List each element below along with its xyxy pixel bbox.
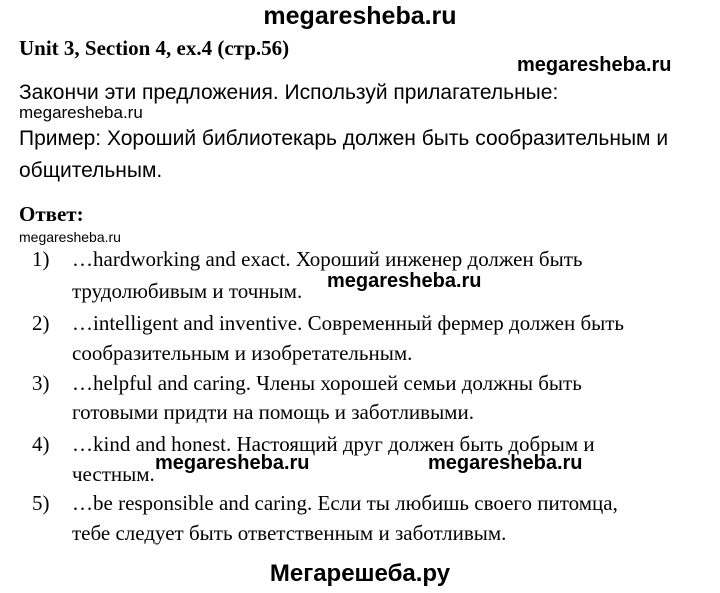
item-number: 1)	[32, 247, 50, 271]
item-text: …hardworking and exact. Хороший инженер должен быть	[72, 247, 583, 271]
watermark-top: megaresheba.ru	[263, 2, 457, 30]
answer-item-continuation: готовыми придти на помощь и заботливыми.	[72, 400, 474, 424]
item-number: 2)	[32, 311, 50, 335]
item-text: …intelligent and inventive. Современный фермер должен быть	[72, 311, 624, 335]
item-number: 3)	[32, 371, 50, 395]
answer-item-continuation: сообразительным и изобретательным.	[72, 341, 413, 365]
watermark-mid: megaresheba.ru	[155, 452, 310, 474]
watermark-small: megaresheba.ru	[19, 229, 121, 245]
answer-item-continuation: честным.	[72, 462, 155, 486]
watermark-mid: megaresheba.ru	[327, 270, 482, 292]
example-line-1: Пример: Хороший библиотекарь должен быть сообразительным и	[19, 127, 669, 150]
item-number: 4)	[32, 432, 50, 456]
example-line-2: общительным.	[19, 159, 163, 182]
watermark-right: megaresheba.ru	[517, 54, 672, 76]
answer-item-continuation: трудолюбивым и точным.	[72, 279, 303, 303]
item-text: …be responsible and caring. Если ты любишь своего питомца,	[72, 491, 618, 515]
watermark-small: megaresheba.ru	[19, 103, 143, 122]
exercise-heading: Unit 3, Section 4, ex.4 (стр.56)	[19, 36, 290, 60]
answer-item	[32, 311, 624, 336]
answer-item	[32, 247, 582, 272]
answer-item	[32, 491, 618, 516]
item-text: …kind and honest. Настоящий друг должен быть добрым и	[72, 432, 595, 456]
item-number: 5)	[32, 491, 50, 515]
watermark-mid: megaresheba.ru	[428, 452, 583, 474]
answer-label: Ответ:	[19, 202, 84, 226]
answer-item	[32, 371, 582, 396]
instruction-text: Закончи эти предложения. Используй прилагательные:	[19, 81, 559, 104]
answer-item-continuation: тебе следует быть ответственным и заботливым.	[72, 521, 507, 545]
footer-site-name: Мегарешеба.ру	[269, 560, 451, 587]
item-text: …helpful and caring. Члены хорошей семьи должны быть	[72, 371, 582, 395]
